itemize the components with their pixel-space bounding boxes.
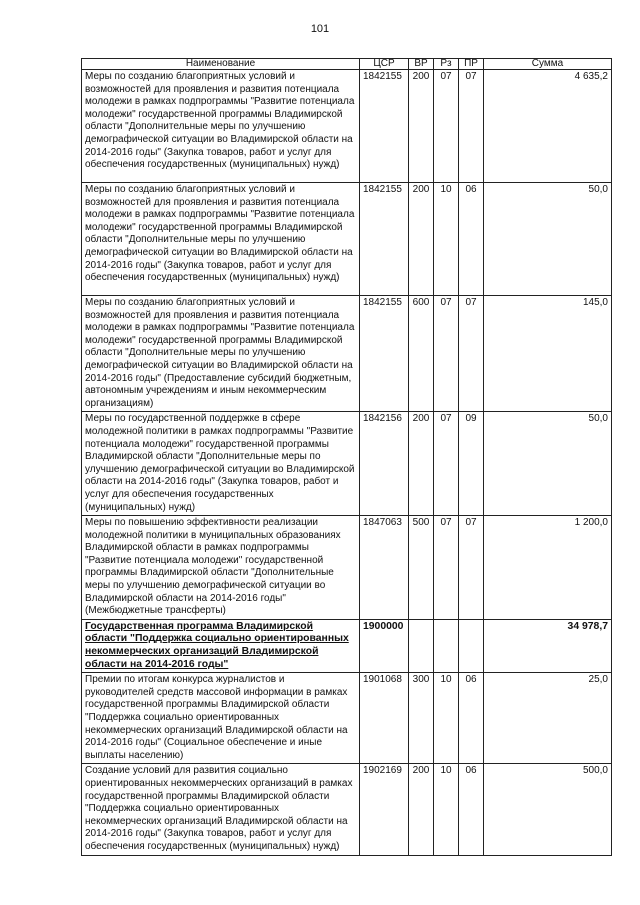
row-vr: 200 <box>409 70 434 183</box>
row-sum: 34 978,7 <box>484 619 612 672</box>
table-header-row <box>82 59 612 70</box>
row-pr: 09 <box>459 412 484 516</box>
row-sum: 145,0 <box>484 296 612 412</box>
row-name: Создание условий для развития социально ориентированных некоммерческих организаций в рамках государственной программы Владимирской области "Поддержка социально ориентированных некоммерческих организаций Владимирской области на 2014-2016 годы" (Закупка товаров, работ и услуг для обеспечения государственных (муниципальных) нужд) <box>82 764 360 855</box>
row-pr: 06 <box>459 183 484 296</box>
row-rz: 10 <box>434 673 459 764</box>
row-vr: 500 <box>409 516 434 620</box>
row-sum: 50,0 <box>484 183 612 296</box>
header-name: Наименование <box>82 59 360 70</box>
row-name: Меры по созданию благоприятных условий и возможностей для проявления и развития потенциала молодежи в рамках подпрограммы "Развитие потенциала молодежи" государственной программы Владимирской области "Дополнительные меры по улучшению демографической ситуации во Владимирской области на 2014-2016 годы" (Закупка товаров, работ и услуг для обеспечения государственных (муниципальных) нужд) <box>82 70 360 183</box>
row-csr: 1842156 <box>360 412 409 516</box>
row-pr: 07 <box>459 296 484 412</box>
row-rz: 07 <box>434 516 459 620</box>
header-sum: Сумма <box>484 59 612 70</box>
row-sum: 1 200,0 <box>484 516 612 620</box>
row-name: Государственная программа Владимирской области "Поддержка социально ориентированных некоммерческих организаций Владимирской области на 2014-2016 годы" <box>82 619 360 672</box>
row-pr <box>459 619 484 672</box>
row-sum: 500,0 <box>484 764 612 855</box>
row-rz: 07 <box>434 70 459 183</box>
row-rz <box>434 619 459 672</box>
row-csr: 1900000 <box>360 619 409 672</box>
row-csr: 1842155 <box>360 183 409 296</box>
row-csr: 1847063 <box>360 516 409 620</box>
row-pr: 06 <box>459 673 484 764</box>
table-row <box>82 183 612 296</box>
row-csr: 1842155 <box>360 70 409 183</box>
row-rz: 10 <box>434 764 459 855</box>
row-pr: 07 <box>459 516 484 620</box>
row-csr: 1902169 <box>360 764 409 855</box>
budget-table <box>81 58 612 856</box>
row-vr: 200 <box>409 412 434 516</box>
table-row <box>82 412 612 516</box>
row-name: Меры по государственной поддержке в сфере молодежной политики в рамках подпрограммы "Развитие потенциала молодежи" государственной программы Владимирской области "Дополнительные меры по улучшению демографической ситуации во Владимирской области на 2014-2016 годы" (Закупка товаров, работ и услуг для обеспечения государственных (муниципальных) нужд) <box>82 412 360 516</box>
table-row-program <box>82 619 612 672</box>
row-name: Меры по созданию благоприятных условий и возможностей для проявления и развития потенциала молодежи в рамках подпрограммы "Развитие потенциала молодежи" государственной программы Владимирской области "Дополнительные меры по улучшению демографической ситуации во Владимирской области на 2014-2016 годы" (Закупка товаров, работ и услуг для обеспечения государственных (муниципальных) нужд) <box>82 183 360 296</box>
row-vr <box>409 619 434 672</box>
header-pr: ПР <box>459 59 484 70</box>
header-vr: ВР <box>409 59 434 70</box>
row-name: Меры по созданию благоприятных условий и возможностей для проявления и развития потенциала молодежи в рамках подпрограммы "Развитие потенциала молодежи" государственной программы Владимирской области "Дополнительные меры по улучшению демографической ситуации во Владимирской области на 2014-2016 годы" (Предоставление субсидий бюджетным, автономным учреждениям и иным некоммерческим организациям) <box>82 296 360 412</box>
row-sum: 25,0 <box>484 673 612 764</box>
header-csr: ЦСР <box>360 59 409 70</box>
row-rz: 07 <box>434 412 459 516</box>
table-row <box>82 70 612 183</box>
row-name: Премии по итогам конкурса журналистов и руководителей средств массовой информации в рамках государственной программы Владимирской области "Поддержка социально ориентированных некоммерческих организаций Владимирской области на 2014-2016 годы" (Социальное обеспечение и иные выплаты населению) <box>82 673 360 764</box>
page-number: 101 <box>310 23 330 35</box>
row-vr: 200 <box>409 764 434 855</box>
row-csr: 1842155 <box>360 296 409 412</box>
row-csr: 1901068 <box>360 673 409 764</box>
table-row <box>82 764 612 855</box>
row-name: Меры по повышению эффективности реализации молодежной политики в муниципальных образованиях Владимирской области в рамках подпрограммы "Развитие потенциала молодежи" государственной программы Владимирской области "Дополнительные меры по улучшению демографической ситуации во Владимирской области на 2014-2016 годы" (Межбюджетные трансферты) <box>82 516 360 620</box>
row-rz: 10 <box>434 183 459 296</box>
row-vr: 600 <box>409 296 434 412</box>
table-row <box>82 516 612 620</box>
row-pr: 07 <box>459 70 484 183</box>
row-vr: 300 <box>409 673 434 764</box>
header-rz: Рз <box>434 59 459 70</box>
table-row <box>82 296 612 412</box>
row-vr: 200 <box>409 183 434 296</box>
row-sum: 50,0 <box>484 412 612 516</box>
row-rz: 07 <box>434 296 459 412</box>
table-row <box>82 673 612 764</box>
row-sum: 4 635,2 <box>484 70 612 183</box>
row-pr: 06 <box>459 764 484 855</box>
